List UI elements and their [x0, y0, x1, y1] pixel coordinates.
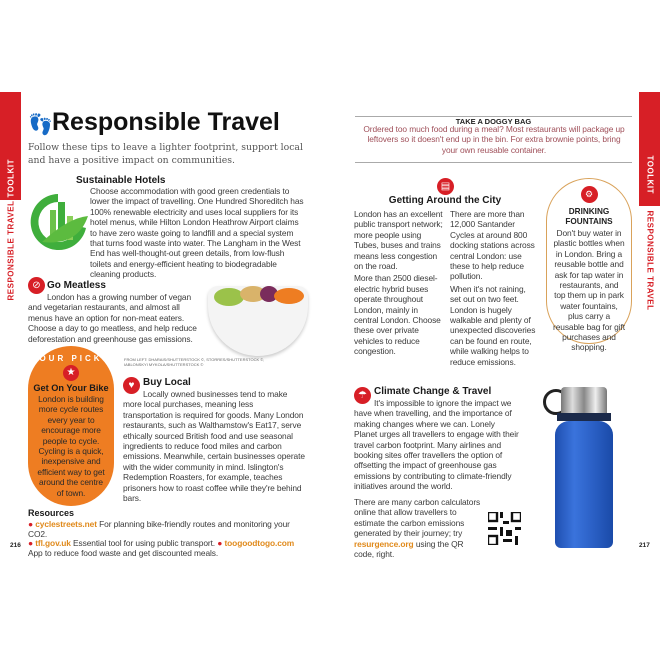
divider-bottom [355, 162, 632, 163]
water-bottle-image [543, 385, 615, 549]
fountains-text: Don't buy water in plastic bottles when in London. Bring a reusable bottle and ask for tap water in restaurants, and top them up in park water fountains, plus carry a reusable bag for gift purchases and shopping. [553, 228, 625, 353]
qr-code[interactable] [488, 512, 521, 545]
page-title: Responsible Travel [52, 108, 280, 136]
heart-hands-icon: ♥ [123, 377, 140, 394]
globe-thermometer-icon: ☂ [354, 387, 371, 404]
tab-toolkit-label-right: TOOLKIT [645, 155, 655, 194]
our-pick-heading: Get On Your Bike [33, 383, 109, 393]
our-pick-text: London is building more cycle routes every year to encourage more people to cycle. Cycling is a quick, inexpensive and efficient way to get around the centre of town. [37, 394, 105, 498]
meatless-text: London has a growing number of vegan and vegetarian restaurants, and almost all menus have an option for non-meat eaters. Choose a day to go meatless, and help reduce deforestation and greenhouse gas emissions. [28, 292, 197, 344]
no-meat-icon: ⊘ [28, 277, 45, 294]
page-number-right: 217 [639, 542, 650, 549]
meatless-heading: Go Meatless [47, 280, 106, 291]
green-building-icon [28, 188, 90, 256]
photo-credit: FROM LEFT: DHARAIS/SHUTTERSTOCK ©, STORRES/SHUTTERSTOCK ©, IABLONSKYI MYKOLA/SHUTTERSTOCK © [124, 357, 265, 367]
tab-section-label: RESPONSIBLE TRAVEL [6, 200, 16, 301]
buy-local-text: Locally owned businesses tend to make more local purchases, meaning less transportation is required for goods. Many London restaurants, such as Walthamstow's Eat17, serve ethically sourced British food and use seasonal ingredients to reduce food miles and carbon emissions. Meanwhile, certain businesses operate with the wider community in mind. Islington's Redemption Roasters, for example, teaches prisoners how to roast coffee while they're behind bars. [123, 389, 305, 504]
fountains-heading: DRINKING FOUNTAINS [565, 207, 613, 226]
getting-around-heading: Getting Around the City [388, 195, 502, 206]
resources-list [28, 520, 298, 558]
transport-card-icon: ▤ [437, 178, 454, 195]
climate-heading: Climate Change & Travel [374, 386, 492, 397]
our-pick-badge: OUR PICK [39, 354, 103, 363]
page-number-left: 216 [10, 542, 21, 549]
hotels-heading: Sustainable Hotels [76, 175, 166, 186]
tab-toolkit-label: TOOLKIT [6, 159, 16, 198]
getting-around-col1: London has an excellent public transport network; more people using Tubes, buses and trains means less congestion on the road. More than 2500 diesel-electric hybrid buses operate throughout London, mainly in central London. Choose these over private vehicles to reduce congestion. [354, 209, 443, 357]
getting-around-col2: There are more than 12,000 Santander Cycles at around 800 docking stations across central London: use these to help reduce pollution. When it's not raining, set out on two feet. London is hugely walkable and plenty of unexpected discoveries can be found en route, while walking helps to reduce emissions. [450, 209, 536, 367]
resource-link[interactable]: tfl.gov.uk [35, 538, 71, 548]
hotels-text: Choose accommodation with good green credentials to lower the impact of travelling. One Hundred Shoreditch has 100% renewable electricity and uses local suppliers for its hotel menus, while Hilton London Heathrow Airport claims to have zero waste going to landfill and a special system that turns food waste into water. The Langham in the West End has well-thought-out green details, from low-flush toilets and energy-efficient heating to biodegradable cleaning products. [90, 186, 304, 280]
resources-heading: Resources [28, 508, 75, 518]
drinking-fountains-box [546, 178, 632, 353]
footprint-icon: 👣 [28, 114, 53, 136]
climate-text-2: There are many carbon calculators online that allow travellers to estimate the carbon emissions generated by their journey; try resurgence.org using the QR code, right. [354, 497, 481, 560]
doggy-bag-text: Ordered too much food during a meal? Most restaurants will package up leftovers so it doesn't end up in the bin. For extra brownie points, bring your own reusable container. [363, 124, 625, 155]
resurgence-link[interactable]: resurgence.org [354, 538, 414, 549]
water-tap-icon: ⚙ [581, 186, 598, 203]
doggy-bag-heading: TAKE A DOGGY BAG [455, 117, 532, 126]
intro-text: Follow these tips to leave a lighter footprint, support local and have a positive impact on communities. [28, 142, 303, 166]
resource-link[interactable]: toogoodtogo.com [224, 538, 295, 548]
tab-section-label-right: RESPONSIBLE TRAVEL [645, 210, 655, 311]
star-icon: ★ [63, 365, 79, 381]
climate-text: It's impossible to ignore the impact we have when travelling, and the importance of making changes where we can. Lonely Planet urges all travellers to engage with their travel carbon footprint. Many airlines and booking sites offer travellers the option of offsetting the impact of greenhouse gas emissions by contributing to climate-friendly initiatives around the world. [354, 398, 519, 492]
vegan-bowl-image [208, 286, 308, 356]
resource-item: ● tfl.gov.uk Essential tool for using public transport. ● toogoodtogo.com App to reduce food waste and get discounted meals. [28, 538, 295, 558]
resource-link[interactable]: cyclestreets.net [35, 519, 97, 529]
resource-item: ● cyclestreets.net For planning bike-friendly routes and monitoring your CO2. [28, 519, 290, 539]
our-pick-box [28, 346, 114, 506]
buy-local-heading: Buy Local [143, 377, 191, 388]
